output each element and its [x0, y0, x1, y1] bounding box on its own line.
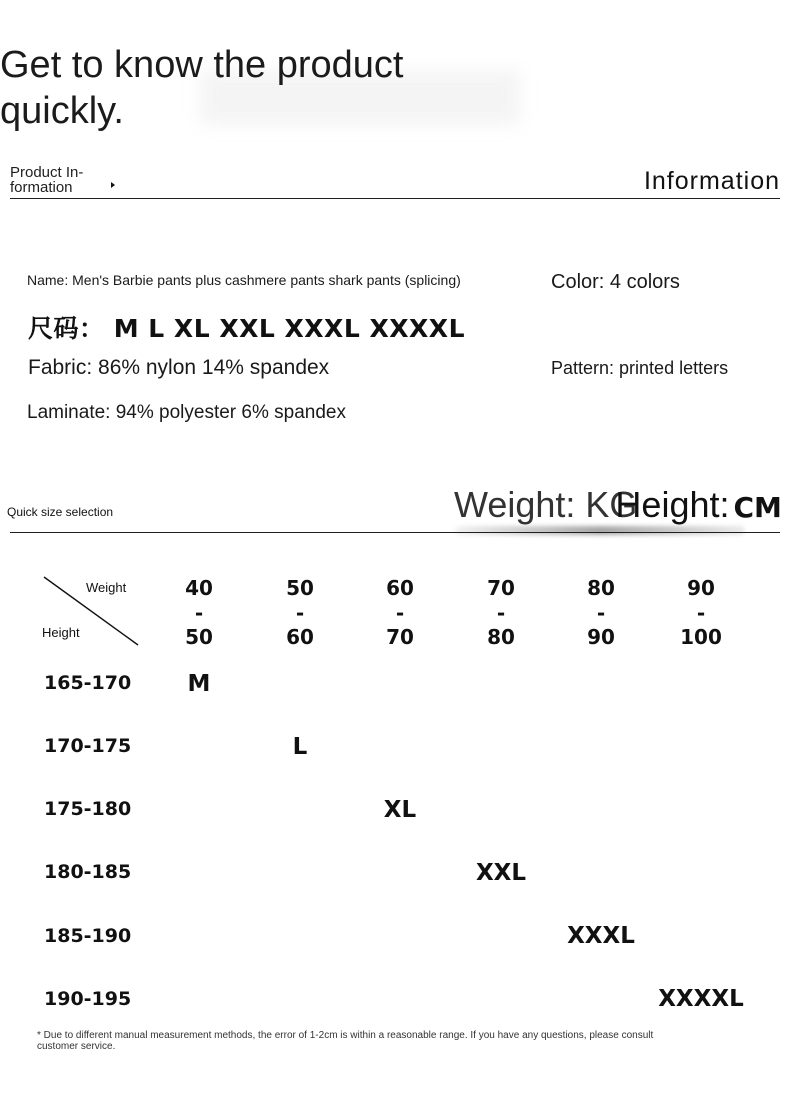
- weight-dash: -: [496, 600, 506, 625]
- corner-height-label: Height: [42, 625, 80, 640]
- weight-dash: -: [194, 600, 204, 625]
- height-unit-title: CM: [733, 491, 782, 524]
- measurement-footnote: * Due to different manual measurement methods, the error of 1-2cm is within a reasonable range. If you have any questions, please consult customer service.: [37, 1030, 654, 1052]
- product-pattern: Pattern: printed letters: [551, 358, 729, 378]
- product-color: Color: 4 colors: [551, 271, 680, 293]
- brush-stroke: [455, 526, 745, 535]
- size-recommendation: M: [187, 671, 211, 697]
- product-info-label: Product In- formation: [10, 164, 84, 196]
- weight-from: 90: [687, 576, 715, 600]
- size-section-divider: [10, 532, 780, 533]
- height-row-label: 175-180: [44, 798, 132, 820]
- weight-dash: -: [596, 600, 606, 625]
- weight-column-header: [265, 576, 335, 650]
- page-headline: Get to know the product quickly.: [0, 44, 404, 132]
- weight-dash: -: [696, 600, 706, 625]
- weight-height-title: [454, 484, 782, 526]
- information-title: Information: [643, 167, 780, 195]
- height-title: Height:: [615, 484, 730, 525]
- weight-column-header: [365, 576, 435, 650]
- weight-column-header: [666, 576, 736, 650]
- table-corner-header: [42, 575, 142, 649]
- weight-column-header: [164, 576, 234, 650]
- weight-column-header: [566, 576, 636, 650]
- product-name: Name: Men's Barbie pants plus cashmere pants shark pants (splicing): [27, 272, 461, 288]
- weight-from: 60: [386, 576, 414, 600]
- weight-to: 80: [487, 625, 515, 649]
- weight-dash: -: [395, 600, 405, 625]
- height-row-label: 180-185: [44, 861, 132, 883]
- height-row-label: 185-190: [44, 925, 132, 947]
- weight-from: 40: [185, 576, 213, 600]
- height-row-label: 165-170: [44, 672, 132, 694]
- small-arrow-icon: [111, 182, 115, 188]
- size-recommendation: L: [292, 734, 308, 760]
- weight-to: 60: [286, 625, 314, 649]
- size-recommendation: XXXL: [567, 923, 635, 949]
- corner-weight-label: Weight: [86, 580, 127, 595]
- weight-to: 100: [680, 625, 722, 649]
- product-info-divider: [10, 198, 780, 199]
- size-recommendation: XXL: [475, 860, 527, 886]
- size-options: 尺码： M L XL XXL XXXL XXXXL: [28, 314, 465, 343]
- height-row-label: 170-175: [44, 735, 132, 757]
- weight-from: 50: [286, 576, 314, 600]
- product-fabric: Fabric: 86% nylon 14% spandex: [28, 356, 330, 379]
- quick-size-label: Quick size selection: [7, 505, 114, 519]
- weight-from: 80: [587, 576, 615, 600]
- product-laminate: Laminate: 94% polyester 6% spandex: [27, 402, 346, 423]
- weight-column-header: [466, 576, 536, 650]
- weight-to: 90: [587, 625, 615, 649]
- height-row-label: 190-195: [44, 988, 132, 1010]
- weight-from: 70: [487, 576, 515, 600]
- weight-to: 70: [386, 625, 414, 649]
- weight-dash: -: [295, 600, 305, 625]
- weight-unit-title: Weight: KG: [454, 484, 638, 525]
- size-recommendation: XL: [383, 797, 417, 823]
- weight-to: 50: [185, 625, 213, 649]
- size-recommendation: XXXXL: [658, 986, 744, 1012]
